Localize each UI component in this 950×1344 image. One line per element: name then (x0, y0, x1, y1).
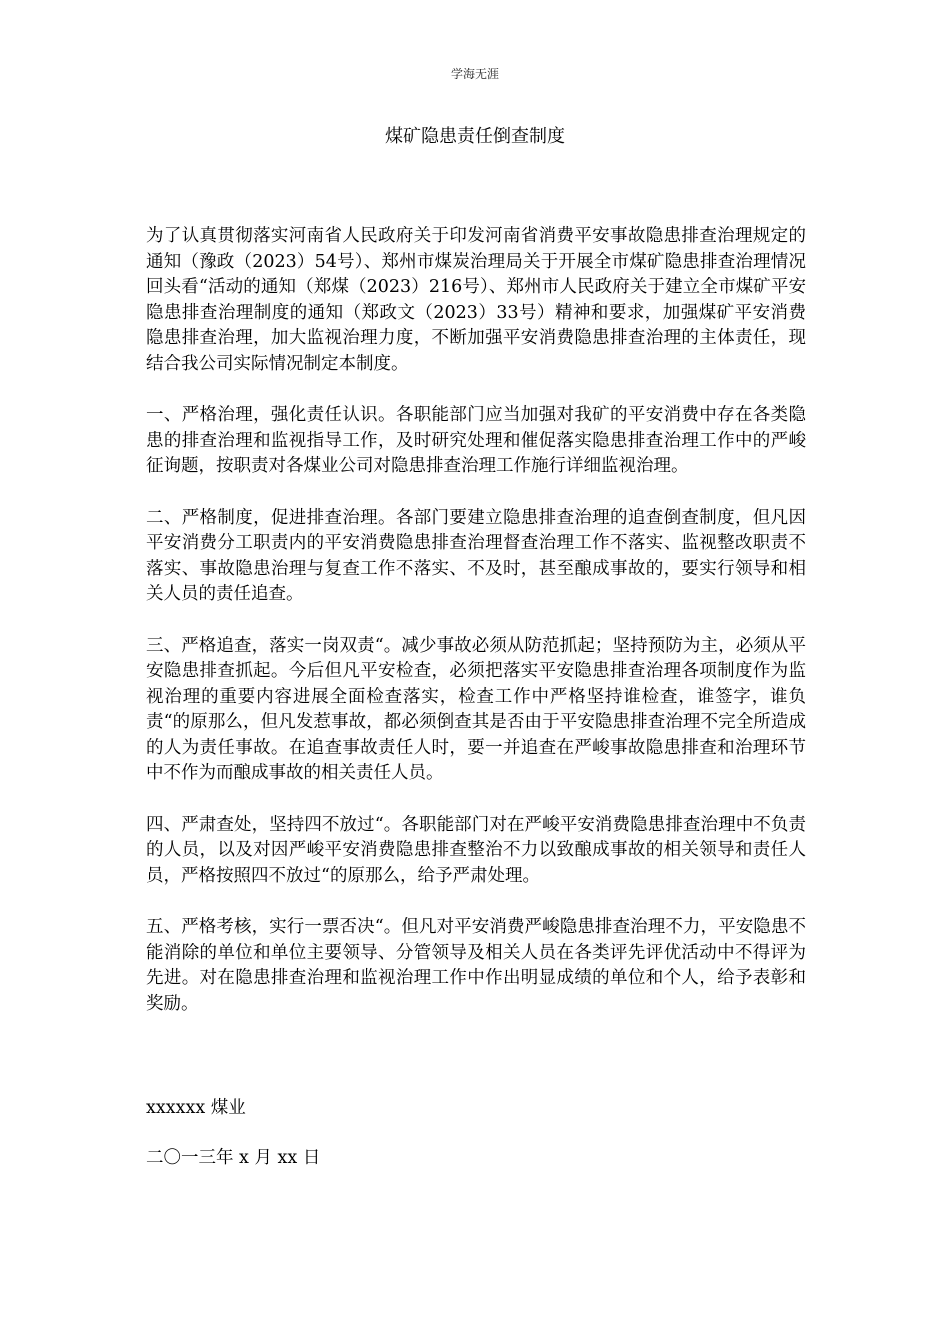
page-header: 学海无涯 (450, 67, 499, 81)
section-1-paragraph: 一、严格治理，强化责任认识。各职能部门应当加强对我矿的平安消费中存在各类隐患的排查治理和监视指导工作，及时研究处理和催促落实隐患排查治理工作中的严峻征询题，按职责对各煤业公司对隐患排查治理工作施行详细监视治理。 (146, 405, 806, 477)
intro-paragraph: 为了认真贯彻落实河南省人民政府关于印发河南省消费平安事故隐患排查治理规定的通知（豫政（2023）54号）、郑州市煤炭治理局关于开展全市煤矿隐患排查治理情况回头看“活动的通知（郑煤（2023）216号）、郑州市人民政府关于建立全市煤矿平安隐患排查治理制度的通知（郑政文（2023）33号）精神和要求，加强煤矿平安消费隐患排查治理，加大监视治理力度，不断加强平安消费隐患排查治理的主体责任，现结合我公司实际情况制定本制度。 (146, 226, 806, 374)
document-title: 煤矿隐患责任倒查制度 (385, 126, 565, 147)
section-3-paragraph: 三、严格追查，落实一岗双责“。减少事故必须从防范抓起；坚持预防为主，必须从平安隐患排查抓起。今后但凡平安检查，必须把落实平安隐患排查治理各项制度作为监视治理的重要内容进展全面检查落实，检查工作中严格坚持谁检查，谁签字，谁负责“的原那么，但凡发惹事故，都必须倒查其是否由于平安隐患排查治理不完全所造成的人为责任事故。在追查事故责任人时，要一并追查在严峻事故隐患排查和治理环节中不作为而酿成事故的相关责任人员。 (146, 635, 806, 784)
section-4-paragraph: 四、严肃查处，坚持四不放过“。各职能部门对在严峻平安消费隐患排查治理中不负责的人员，以及对因严峻平安消费隐患排查整治不力以致酿成事故的相关领导和责任人员，严格按照四不放过“的原那么，给予严肃处理。 (146, 814, 806, 886)
section-2-paragraph: 二、严格制度，促进排查治理。各部门要建立隐患排查治理的追查倒查制度，但凡因平安消费分工职责内的平安消费隐患排查治理督查治理工作不落实、监视整改职责不落实、事故隐患治理与复查工作不落实、不及时，甚至酿成事故的，要实行领导和相关人员的责任追查。 (146, 507, 806, 605)
signature-date: 二〇一三年 x 月 xx 日 (146, 1148, 321, 1168)
signature-organization: xxxxxx 煤业 (146, 1098, 246, 1118)
section-5-paragraph: 五、严格考核，实行一票否决“。但凡对平安消费严峻隐患排查治理不力，平安隐患不能消除的单位和单位主要领导、分管领导及相关人员在各类评先评优活动中不得评为先进。对在隐患排查治理和监视治理工作中作出明显成绩的单位和个人，给予表彰和奖励。 (146, 917, 806, 1014)
document-body (146, 224, 806, 1043)
